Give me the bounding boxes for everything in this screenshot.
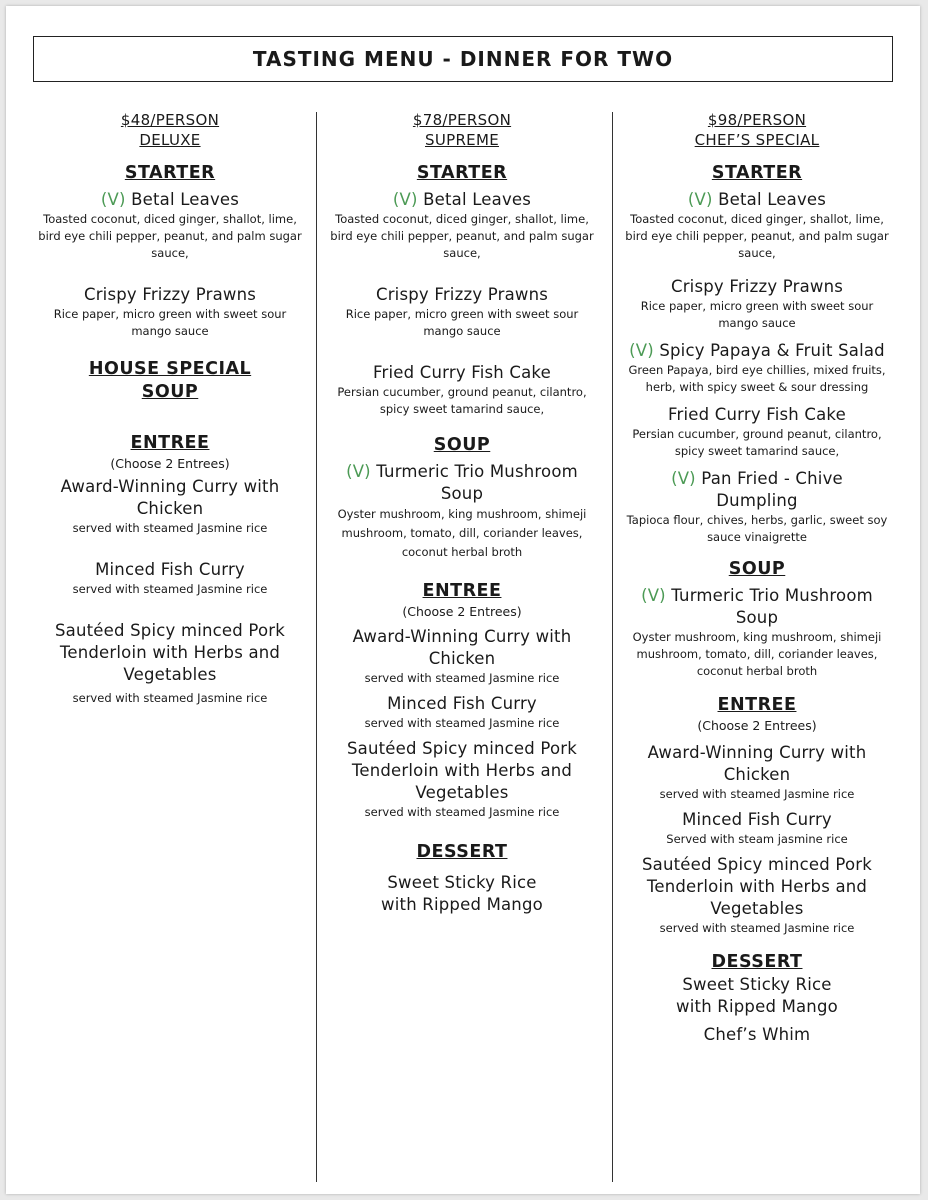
item-description: Rice paper, micro green with sweet sour mango sauce <box>53 307 287 338</box>
menu-item <box>28 284 312 340</box>
menu-item <box>28 559 312 598</box>
tier-price: $48/PERSON <box>120 111 220 129</box>
tier-name: SUPREME <box>425 131 499 149</box>
item-name: Sweet Sticky Rice with Ripped Mango <box>676 975 838 1016</box>
item-name: Betal Leaves <box>718 190 827 209</box>
menu-item <box>28 476 312 537</box>
item-name: Turmeric Trio Mushroom Soup <box>671 586 873 627</box>
menu-item <box>615 809 899 848</box>
section-title-soup: SOUP <box>728 559 786 579</box>
vegetarian-marker: (V) <box>346 462 371 481</box>
item-name: Betal Leaves <box>423 190 532 209</box>
entree-note: (Choose 2 Entrees) <box>110 456 230 471</box>
section-title-dessert: DESSERT <box>416 842 508 862</box>
column-divider <box>316 112 317 1182</box>
item-description: served with steamed Jasmine rice <box>659 787 855 801</box>
menu-item <box>320 626 604 687</box>
menu-item <box>320 872 604 916</box>
tier-name: DELUXE <box>139 131 201 149</box>
menu-page <box>6 6 920 1194</box>
menu-item <box>320 693 604 732</box>
section-title-starter: STARTER <box>416 163 508 183</box>
menu-item <box>615 468 899 546</box>
section-title-starter: STARTER <box>124 163 216 183</box>
item-name: Pan Fried - Chive Dumpling <box>701 469 843 510</box>
tier-column-chefs-special <box>615 110 899 1046</box>
menu-item <box>615 742 899 803</box>
item-name: Turmeric Trio Mushroom Soup <box>376 462 578 503</box>
item-description: served with steamed Jasmine rice <box>72 521 268 535</box>
section-title-soup: SOUP <box>433 435 491 455</box>
item-name: Minced Fish Curry <box>387 694 537 713</box>
menu-item <box>615 276 899 332</box>
item-description: served with steamed Jasmine rice <box>364 716 560 730</box>
menu-item <box>320 362 604 418</box>
menu-item <box>320 461 604 562</box>
tier-column-supreme <box>320 110 604 916</box>
vegetarian-marker: (V) <box>392 190 418 209</box>
vegetarian-marker: (V) <box>641 586 666 605</box>
item-name: Award-Winning Curry with Chicken <box>60 477 280 518</box>
item-description: Persian cucumber, ground peanut, cilantro, spicy sweet tamarind sauce, <box>632 427 882 458</box>
menu-item <box>615 585 899 680</box>
item-name: Chef’s Whim <box>703 1025 811 1044</box>
vegetarian-marker: (V) <box>687 190 713 209</box>
vegetarian-marker: (V) <box>629 341 654 360</box>
menu-item <box>615 1024 899 1046</box>
item-description: Rice paper, micro green with sweet sour mango sauce <box>345 307 579 338</box>
entree-note: (Choose 2 Entrees) <box>402 604 522 619</box>
item-description: served with steamed Jasmine rice <box>659 921 855 935</box>
menu-item <box>28 620 312 707</box>
menu-item <box>615 854 899 937</box>
item-description: Served with steam jasmine rice <box>666 832 848 846</box>
tier-price: $78/PERSON <box>412 111 512 129</box>
menu-item <box>28 189 312 262</box>
tier-column-deluxe <box>28 110 312 707</box>
item-description: Toasted coconut, diced ginger, shallot, lime, bird eye chili pepper, peanut, and palm sugar sauce, <box>330 212 594 260</box>
item-name: Sautéed Spicy minced Pork Tenderloin with Herbs and Vegetables <box>347 739 577 802</box>
section-title-house-special-soup: HOUSE SPECIAL SOUP <box>88 359 252 402</box>
section-title-starter: STARTER <box>711 163 803 183</box>
item-description: served with steamed Jasmine rice <box>364 671 560 685</box>
item-name: Crispy Frizzy Prawns <box>670 277 844 296</box>
menu-item <box>615 340 899 396</box>
menu-item <box>320 738 604 821</box>
item-name: Fried Curry Fish Cake <box>668 405 846 424</box>
item-description: Toasted coconut, diced ginger, shallot, lime, bird eye chili pepper, peanut, and palm sugar sauce, <box>625 212 889 260</box>
item-name: Minced Fish Curry <box>682 810 832 829</box>
item-description: Toasted coconut, diced ginger, shallot, lime, bird eye chili pepper, peanut, and palm sugar sauce, <box>38 212 302 260</box>
section-title-entree: ENTREE <box>130 433 210 453</box>
item-description: Tapioca flour, chives, herbs, garlic, sweet soy sauce vinaigrette <box>626 513 888 544</box>
menu-item <box>320 284 604 340</box>
item-description: Persian cucumber, ground peanut, cilantro, spicy sweet tamarind sauce, <box>337 385 587 416</box>
item-name: Minced Fish Curry <box>95 560 245 579</box>
tier-price: $98/PERSON <box>707 111 807 129</box>
menu-item <box>320 189 604 262</box>
menu-item <box>615 404 899 460</box>
item-name: Sautéed Spicy minced Pork Tenderloin with Herbs and Vegetables <box>55 621 285 684</box>
item-description: Oyster mushroom, king mushroom, shimeji mushroom, tomato, dill, coriander leaves, coconut herbal broth <box>337 507 587 559</box>
item-name: Crispy Frizzy Prawns <box>83 285 257 304</box>
menu-item <box>615 189 899 262</box>
menu-item <box>615 974 899 1018</box>
item-name: Fried Curry Fish Cake <box>373 363 551 382</box>
section-title-entree: ENTREE <box>717 695 797 715</box>
section-title-dessert: DESSERT <box>711 952 803 972</box>
item-name: Sweet Sticky Rice with Ripped Mango <box>381 873 543 914</box>
item-name: Crispy Frizzy Prawns <box>375 285 549 304</box>
item-name: Spicy Papaya & Fruit Salad <box>659 341 885 360</box>
item-name: Sautéed Spicy minced Pork Tenderloin with Herbs and Vegetables <box>642 855 872 918</box>
item-description: Green Papaya, bird eye chillies, mixed fruits, herb, with spicy sweet & sour dressing <box>628 363 886 394</box>
item-description: served with steamed Jasmine rice <box>72 582 268 596</box>
vegetarian-marker: (V) <box>671 469 696 488</box>
item-name: Betal Leaves <box>131 190 240 209</box>
item-name: Award-Winning Curry with Chicken <box>647 743 867 784</box>
item-description: Oyster mushroom, king mushroom, shimeji mushroom, tomato, dill, coriander leaves, coconut herbal broth <box>632 630 882 678</box>
tier-name: CHEF’S SPECIAL <box>694 131 820 149</box>
entree-note: (Choose 2 Entrees) <box>697 718 817 733</box>
item-description: served with steamed Jasmine rice <box>72 691 268 705</box>
item-name: Award-Winning Curry with Chicken <box>352 627 572 668</box>
column-divider <box>612 112 613 1182</box>
item-description: Rice paper, micro green with sweet sour mango sauce <box>640 299 874 330</box>
item-description: served with steamed Jasmine rice <box>364 805 560 819</box>
menu-title: TASTING MENU - DINNER FOR TWO <box>33 36 893 82</box>
section-title-entree: ENTREE <box>422 581 502 601</box>
vegetarian-marker: (V) <box>100 190 126 209</box>
